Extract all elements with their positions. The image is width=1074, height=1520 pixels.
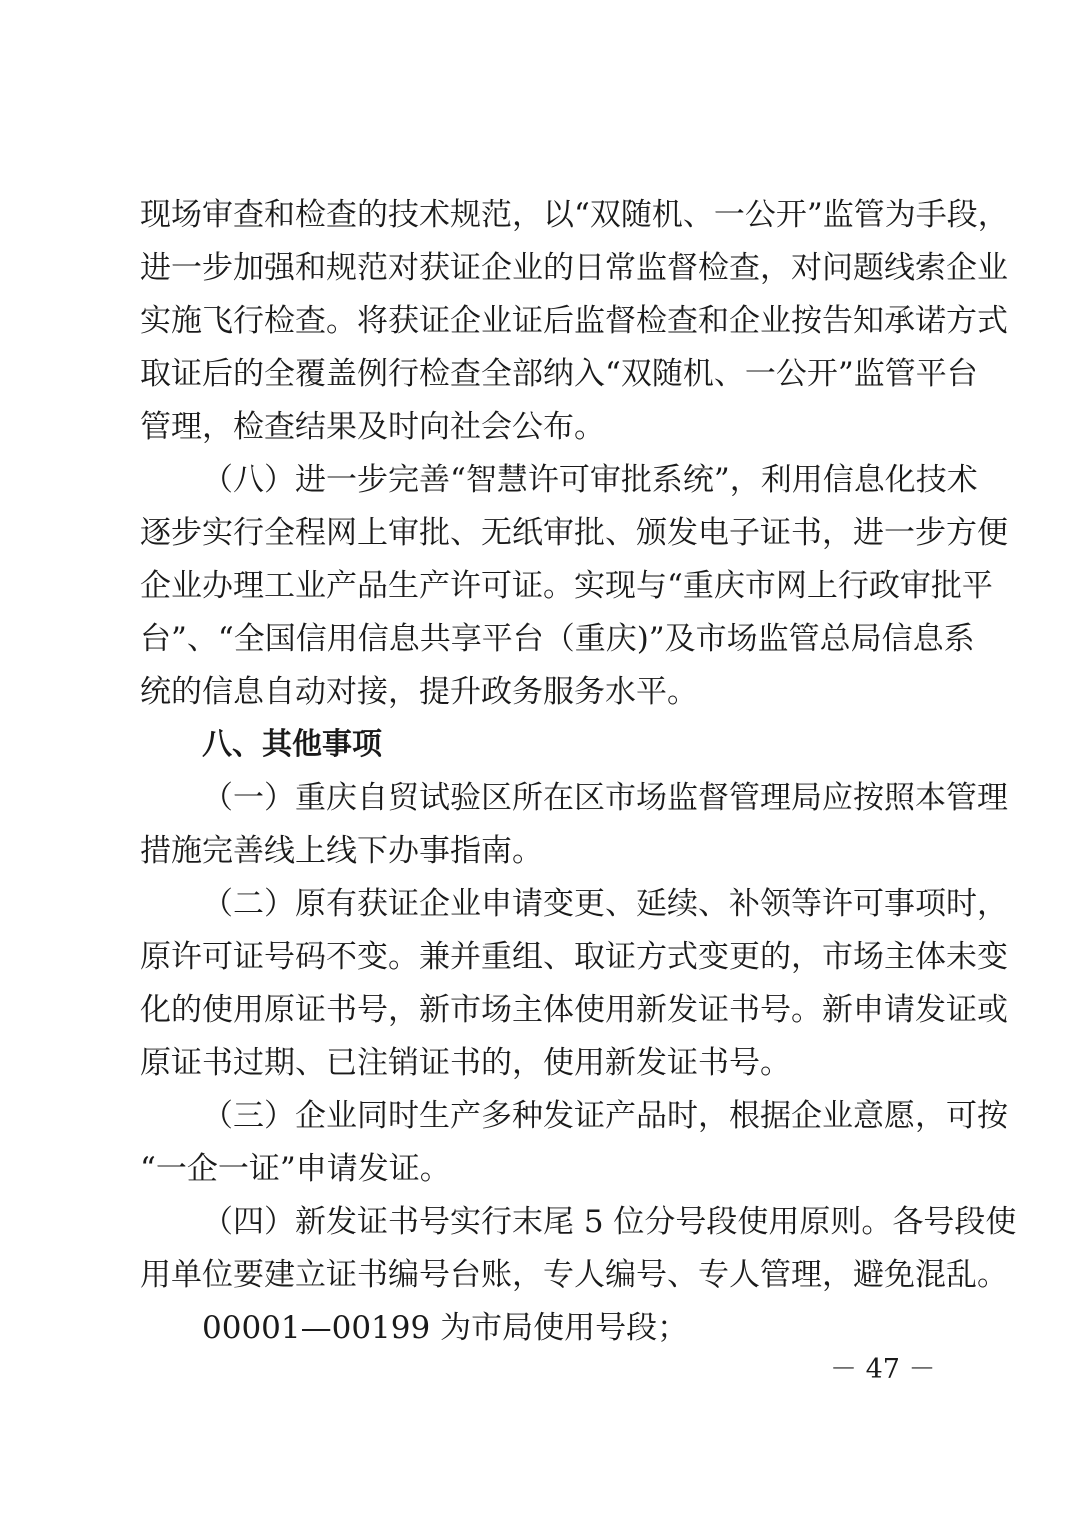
paragraph-start-line: 00001—00199 为市局使用号段； [202, 1310, 689, 1346]
text-line: 统的信息自动对接，提升政务服务水平。 [140, 674, 698, 710]
paragraph-start-line: （四）新发证书号实行末尾 5 位分号段使用原则。各号段使 [202, 1204, 1017, 1240]
text-line: 化的使用原证书号，新市场主体使用新发证书号。新申请发证或 [140, 992, 1008, 1028]
text-line: 措施完善线上线下办事指南。 [140, 833, 543, 869]
text-line: “一企一证”申请发证。 [140, 1151, 451, 1187]
page-number: － 47 － [830, 1354, 936, 1385]
text-line: 原证书过期、已注销证书的，使用新发证书号。 [140, 1045, 791, 1081]
section-heading: 八、其他事项 [202, 727, 382, 762]
text-line: 现场审查和检查的技术规范，以“双随机、一公开”监管为手段， [140, 197, 1009, 233]
paragraph-start-line: （二）原有获证企业申请变更、延续、补领等许可事项时， [202, 886, 1008, 922]
text-line: 进一步加强和规范对获证企业的日常监督检查，对问题线索企业 [140, 250, 1008, 286]
text-line: 原许可证号码不变。兼并重组、取证方式变更的，市场主体未变 [140, 939, 1008, 975]
text-line: 管理，检查结果及时向社会公布。 [140, 409, 605, 445]
text-line: 台”、“全国信用信息共享平台（重庆)”及市场监管总局信息系 [140, 621, 975, 657]
text-line: 企业办理工业产品生产许可证。实现与“重庆市网上行政审批平 [140, 568, 993, 604]
paragraph-start-line: （三）企业同时生产多种发证产品时，根据企业意愿，可按 [202, 1098, 1008, 1134]
paragraph-start-line: （一）重庆自贸试验区所在区市场监督管理局应按照本管理 [202, 780, 1008, 816]
text-line: 逐步实行全程网上审批、无纸审批、颁发电子证书，进一步方便 [140, 515, 1008, 551]
paragraph-start-line: （八）进一步完善“智慧许可审批系统”，利用信息化技术 [202, 462, 978, 498]
text-line: 取证后的全覆盖例行检查全部纳入“双随机、一公开”监管平台 [140, 356, 978, 392]
text-line: 用单位要建立证书编号台账，专人编号、专人管理，避免混乱。 [140, 1257, 1008, 1293]
text-line: 实施飞行检查。将获证企业证后监督检查和企业按告知承诺方式 [140, 303, 1008, 339]
